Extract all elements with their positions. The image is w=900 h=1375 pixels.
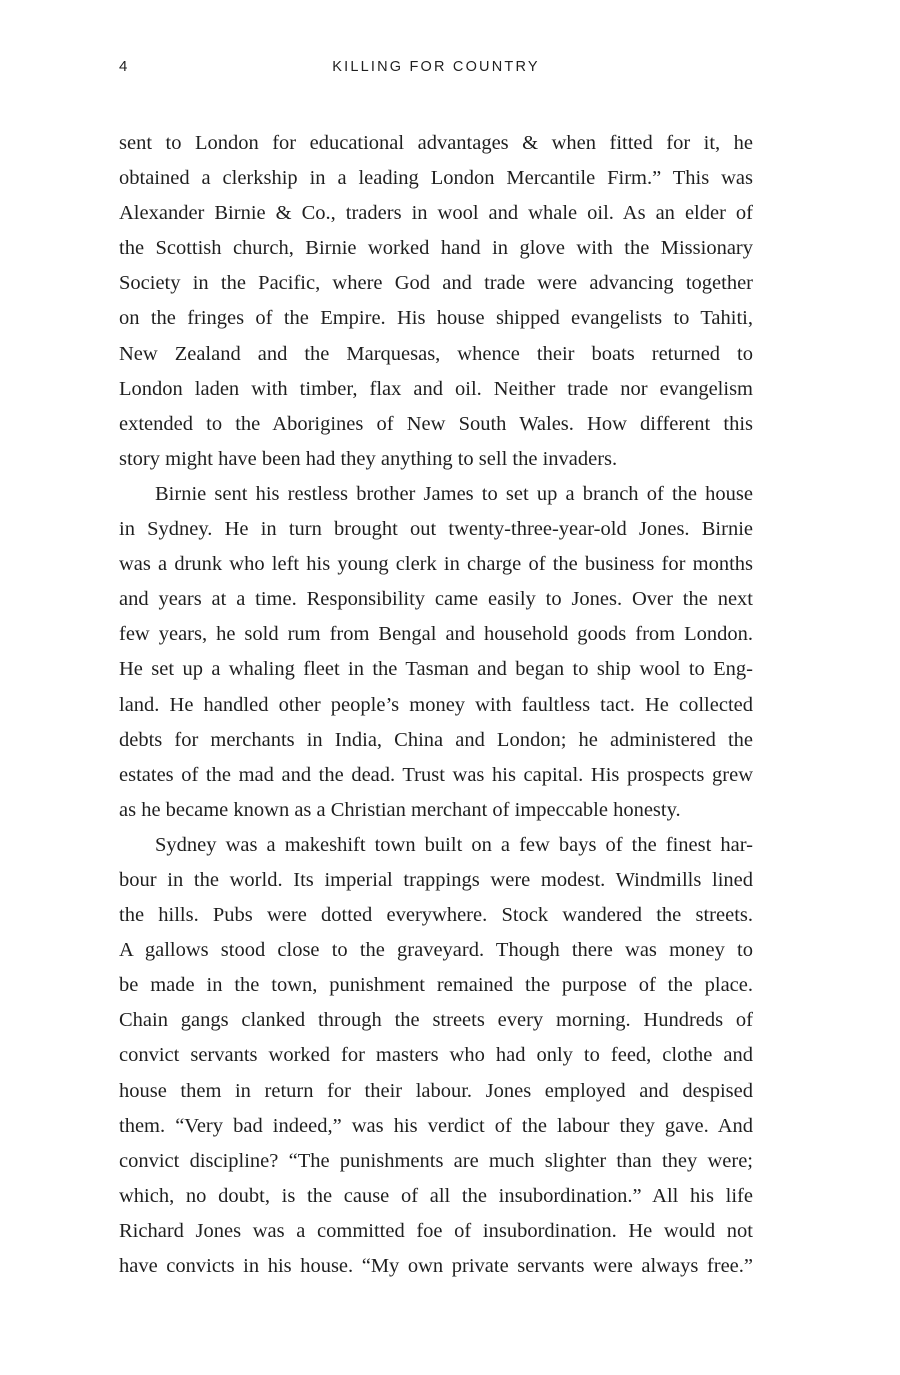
text-line: He set up a whaling fleet in the Tasman and began to ship wool to Eng- [119,658,753,681]
text-line: London laden with timber, flax and oil. Neither trade nor evangelism [119,377,753,400]
text-line: the hills. Pubs were dotted everywhere. Stock wandered the streets. [119,904,753,927]
page-header [119,58,753,78]
text-line: on the fringes of the Empire. His house shipped evangelists to Tahiti, [119,307,753,330]
paragraph-3 [119,828,753,1284]
text-line: sent to London for educational advantages & when fitted for it, he [119,132,753,154]
text-line: convict discipline? “The punishments are much slighter than they were; [119,1149,753,1172]
text-line: A gallows stood close to the graveyard. Though there was money to [119,939,753,962]
page-number: 4 [119,58,128,75]
text-line: Chain gangs clanked through the streets every morning. Hundreds of [119,1009,753,1032]
text-line: be made in the town, punishment remained the purpose of the place. [119,974,753,997]
text-line: the Scottish church, Birnie worked hand in glove with the Missionary [119,237,753,260]
paragraph-1 [119,126,753,477]
text-line: them. “Very bad indeed,” was his verdict of the labour they gave. And [119,1114,753,1137]
text-line: Birnie sent his restless brother James to set up a branch of the house [155,482,753,505]
text-line: convict servants worked for masters who had only to feed, clothe and [119,1044,753,1067]
text-line: in Sydney. He in turn brought out twenty-three-year-old Jones. Birnie [119,518,753,541]
text-line: Richard Jones was a committed foe of insubordination. He would not [119,1219,753,1242]
text-line: obtained a clerkship in a leading London Mercantile Firm.” This was [119,167,753,190]
running-head: KILLING FOR COUNTRY [332,59,540,75]
text-line: which, no doubt, is the cause of all the insubordination.” All his life [119,1184,753,1207]
text-line: and years at a time. Responsibility came easily to Jones. Over the next [119,588,753,611]
text-line: few years, he sold rum from Bengal and household goods from London. [119,623,753,646]
text-line: story might have been had they anything to sell the invaders. [119,447,618,470]
text-line: have convicts in his house. “My own private servants were always free.” [119,1255,753,1277]
text-line: land. He handled other people’s money with faultless tact. He collected [119,693,753,716]
text-line: debts for merchants in India, China and London; he administered the [119,728,753,751]
paragraph-2 [119,477,753,828]
text-line: Alexander Birnie & Co., traders in wool and whale oil. As an elder of [119,202,753,225]
text-line: estates of the mad and the dead. Trust was his capital. His prospects grew [119,763,753,786]
text-line: New Zealand and the Marquesas, whence their boats returned to [119,342,753,365]
text-line: bour in the world. Its imperial trappings were modest. Windmills lined [119,868,753,891]
text-line: house them in return for their labour. Jones employed and despised [119,1079,753,1102]
text-line: Sydney was a makeshift town built on a few bays of the finest har- [155,833,753,856]
body-text [119,126,753,1284]
text-line: Society in the Pacific, where God and trade were advancing together [119,272,753,295]
text-line: as he became known as a Christian merchant of impeccable honesty. [119,798,681,821]
text-line: was a drunk who left his young clerk in charge of the business for months [119,553,753,576]
text-line: extended to the Aborigines of New South Wales. How different this [119,412,753,435]
